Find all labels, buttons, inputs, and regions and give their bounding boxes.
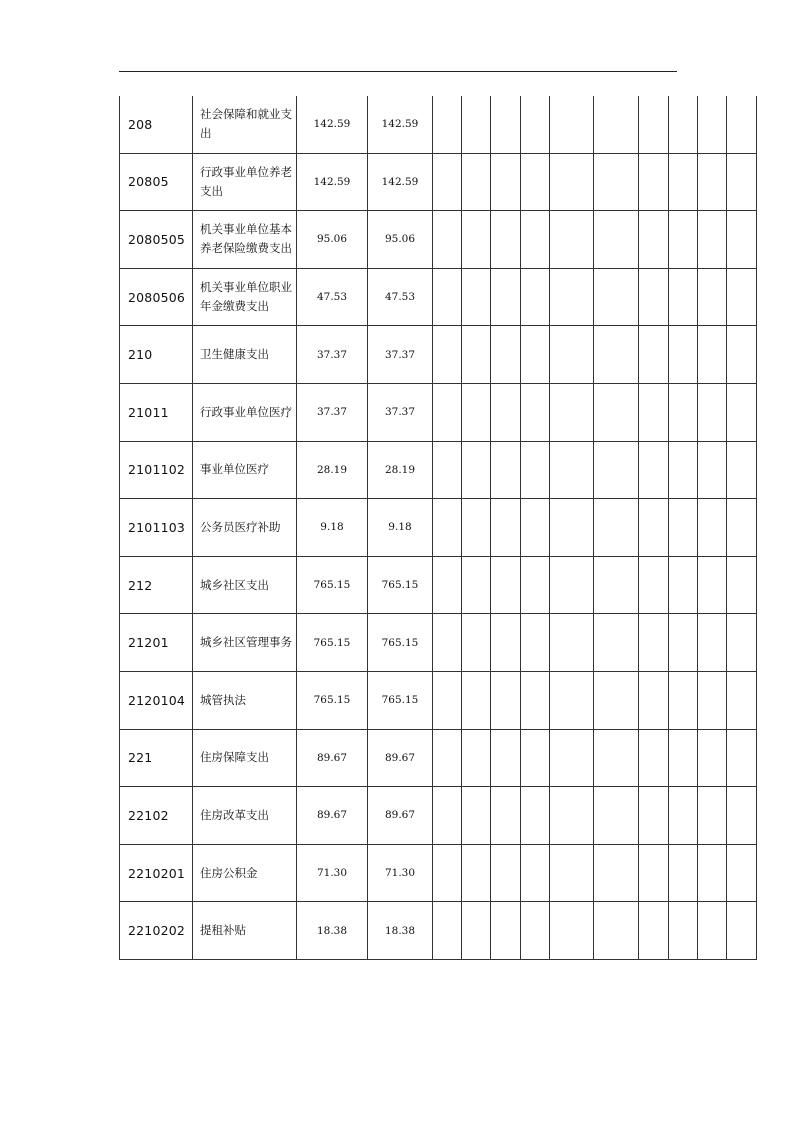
subject-code-cell: 2101102 [120,441,193,499]
amount-basic-cell: 71.30 [368,844,433,902]
empty-cell [727,383,757,441]
table-row [120,787,757,845]
empty-cell [521,787,550,845]
empty-cell [594,729,639,787]
amount-total-cell: 89.67 [297,729,368,787]
amount-total-cell: 765.15 [297,614,368,672]
empty-cell [594,614,639,672]
empty-cell [433,211,462,269]
empty-cell [698,211,727,269]
subject-name-cell: 行政事业单位养老支出 [193,153,297,211]
subject-name-cell: 机关事业单位职业年金缴费支出 [193,268,297,326]
subject-name-cell: 公务员医疗补助 [193,499,297,557]
subject-name-cell: 城乡社区管理事务 [193,614,297,672]
empty-cell [550,556,594,614]
empty-cell [594,787,639,845]
table-row [120,671,757,729]
empty-cell [727,844,757,902]
empty-cell [462,268,491,326]
subject-name-cell: 住房保障支出 [193,729,297,787]
subject-name-cell: 事业单位医疗 [193,441,297,499]
empty-cell [521,902,550,960]
subject-code-cell: 212 [120,556,193,614]
empty-cell [550,326,594,384]
subject-code-cell: 21011 [120,383,193,441]
empty-cell [550,268,594,326]
empty-cell [491,211,521,269]
empty-cell [639,844,669,902]
amount-total-cell: 9.18 [297,499,368,557]
empty-cell [669,844,698,902]
amount-total-cell: 28.19 [297,441,368,499]
subject-name-cell: 机关事业单位基本养老保险缴费支出 [193,211,297,269]
empty-cell [521,671,550,729]
empty-cell [491,844,521,902]
empty-cell [698,787,727,845]
empty-cell [491,153,521,211]
empty-cell [521,96,550,153]
empty-cell [433,902,462,960]
empty-cell [669,96,698,153]
empty-cell [491,268,521,326]
subject-name-cell: 行政事业单位医疗 [193,383,297,441]
empty-cell [433,153,462,211]
empty-cell [521,268,550,326]
amount-total-cell: 95.06 [297,211,368,269]
amount-total-cell: 18.38 [297,902,368,960]
empty-cell [462,441,491,499]
amount-basic-cell: 89.67 [368,787,433,845]
empty-cell [433,383,462,441]
empty-cell [639,326,669,384]
amount-total-cell: 765.15 [297,556,368,614]
table-row [120,902,757,960]
subject-code-cell: 20805 [120,153,193,211]
subject-name-cell: 卫生健康支出 [193,326,297,384]
empty-cell [462,326,491,384]
empty-cell [521,326,550,384]
empty-cell [594,153,639,211]
amount-basic-cell: 142.59 [368,96,433,153]
empty-cell [491,671,521,729]
empty-cell [491,614,521,672]
amount-basic-cell: 89.67 [368,729,433,787]
empty-cell [669,211,698,269]
empty-cell [698,268,727,326]
empty-cell [550,383,594,441]
amount-basic-cell: 765.15 [368,556,433,614]
empty-cell [727,556,757,614]
empty-cell [639,729,669,787]
empty-cell [491,383,521,441]
table-row [120,96,757,153]
empty-cell [462,96,491,153]
empty-cell [639,96,669,153]
empty-cell [727,211,757,269]
amount-total-cell: 89.67 [297,787,368,845]
subject-code-cell: 210 [120,326,193,384]
empty-cell [727,787,757,845]
empty-cell [698,383,727,441]
empty-cell [669,441,698,499]
empty-cell [669,383,698,441]
empty-cell [639,556,669,614]
budget-table [119,96,757,960]
amount-basic-cell: 765.15 [368,614,433,672]
empty-cell [698,96,727,153]
subject-code-cell: 2080506 [120,268,193,326]
empty-cell [433,614,462,672]
header-rule [119,71,677,72]
empty-cell [462,844,491,902]
subject-code-cell: 22102 [120,787,193,845]
empty-cell [491,326,521,384]
empty-cell [491,729,521,787]
empty-cell [491,556,521,614]
empty-cell [491,499,521,557]
amount-basic-cell: 95.06 [368,211,433,269]
empty-cell [669,326,698,384]
empty-cell [727,326,757,384]
empty-cell [550,844,594,902]
empty-cell [433,787,462,845]
empty-cell [594,96,639,153]
empty-cell [594,383,639,441]
empty-cell [550,729,594,787]
empty-cell [727,441,757,499]
empty-cell [698,671,727,729]
empty-cell [639,441,669,499]
empty-cell [727,729,757,787]
empty-cell [639,211,669,269]
empty-cell [669,614,698,672]
empty-cell [639,499,669,557]
empty-cell [669,268,698,326]
empty-cell [639,153,669,211]
table-row [120,499,757,557]
amount-total-cell: 37.37 [297,326,368,384]
amount-total-cell: 37.37 [297,383,368,441]
subject-code-cell: 2120104 [120,671,193,729]
empty-cell [669,499,698,557]
empty-cell [550,671,594,729]
empty-cell [521,844,550,902]
subject-name-cell: 城乡社区支出 [193,556,297,614]
empty-cell [639,268,669,326]
empty-cell [594,268,639,326]
empty-cell [594,211,639,269]
empty-cell [491,787,521,845]
empty-cell [433,671,462,729]
empty-cell [639,902,669,960]
empty-cell [521,556,550,614]
empty-cell [698,844,727,902]
subject-name-cell: 城管执法 [193,671,297,729]
amount-total-cell: 142.59 [297,96,368,153]
amount-basic-cell: 28.19 [368,441,433,499]
amount-total-cell: 71.30 [297,844,368,902]
empty-cell [462,556,491,614]
empty-cell [639,787,669,845]
empty-cell [669,556,698,614]
subject-code-cell: 21201 [120,614,193,672]
empty-cell [727,902,757,960]
empty-cell [594,441,639,499]
empty-cell [727,153,757,211]
empty-cell [433,268,462,326]
empty-cell [727,671,757,729]
empty-cell [594,844,639,902]
table-row [120,441,757,499]
empty-cell [727,499,757,557]
amount-basic-cell: 9.18 [368,499,433,557]
amount-total-cell: 47.53 [297,268,368,326]
table-row [120,268,757,326]
empty-cell [698,556,727,614]
table-row [120,211,757,269]
empty-cell [698,729,727,787]
table-row [120,614,757,672]
subject-code-cell: 2210201 [120,844,193,902]
empty-cell [462,671,491,729]
empty-cell [462,902,491,960]
empty-cell [698,614,727,672]
empty-cell [594,902,639,960]
table-row [120,153,757,211]
subject-code-cell: 208 [120,96,193,153]
subject-code-cell: 2080505 [120,211,193,269]
empty-cell [698,153,727,211]
empty-cell [594,326,639,384]
table-row [120,556,757,614]
empty-cell [433,441,462,499]
amount-basic-cell: 142.59 [368,153,433,211]
empty-cell [727,614,757,672]
empty-cell [433,96,462,153]
empty-cell [698,902,727,960]
table-row [120,326,757,384]
empty-cell [462,499,491,557]
empty-cell [550,153,594,211]
empty-cell [639,671,669,729]
subject-code-cell: 2101103 [120,499,193,557]
subject-name-cell: 提租补贴 [193,902,297,960]
table-row [120,844,757,902]
empty-cell [433,556,462,614]
table-body [120,96,757,959]
subject-name-cell: 社会保障和就业支出 [193,96,297,153]
empty-cell [462,211,491,269]
empty-cell [521,441,550,499]
empty-cell [550,96,594,153]
subject-name-cell: 住房改革支出 [193,787,297,845]
empty-cell [669,787,698,845]
empty-cell [639,614,669,672]
empty-cell [639,383,669,441]
empty-cell [491,902,521,960]
empty-cell [433,326,462,384]
subject-code-cell: 2210202 [120,902,193,960]
amount-basic-cell: 37.37 [368,326,433,384]
subject-name-cell: 住房公积金 [193,844,297,902]
amount-basic-cell: 47.53 [368,268,433,326]
empty-cell [550,902,594,960]
empty-cell [669,902,698,960]
empty-cell [433,844,462,902]
subject-code-cell: 221 [120,729,193,787]
empty-cell [462,614,491,672]
empty-cell [521,153,550,211]
empty-cell [669,671,698,729]
empty-cell [521,383,550,441]
empty-cell [521,211,550,269]
empty-cell [669,729,698,787]
empty-cell [462,153,491,211]
amount-basic-cell: 37.37 [368,383,433,441]
empty-cell [491,441,521,499]
empty-cell [594,671,639,729]
empty-cell [727,96,757,153]
empty-cell [594,556,639,614]
table-row [120,729,757,787]
empty-cell [550,441,594,499]
table-row [120,383,757,441]
empty-cell [669,153,698,211]
empty-cell [550,614,594,672]
empty-cell [698,326,727,384]
empty-cell [462,787,491,845]
empty-cell [550,787,594,845]
empty-cell [521,614,550,672]
empty-cell [594,499,639,557]
empty-cell [462,729,491,787]
empty-cell [433,729,462,787]
amount-total-cell: 765.15 [297,671,368,729]
amount-basic-cell: 765.15 [368,671,433,729]
empty-cell [491,96,521,153]
empty-cell [550,211,594,269]
empty-cell [698,441,727,499]
empty-cell [462,383,491,441]
amount-total-cell: 142.59 [297,153,368,211]
empty-cell [433,499,462,557]
empty-cell [521,499,550,557]
empty-cell [550,499,594,557]
empty-cell [521,729,550,787]
amount-basic-cell: 18.38 [368,902,433,960]
empty-cell [698,499,727,557]
empty-cell [727,268,757,326]
